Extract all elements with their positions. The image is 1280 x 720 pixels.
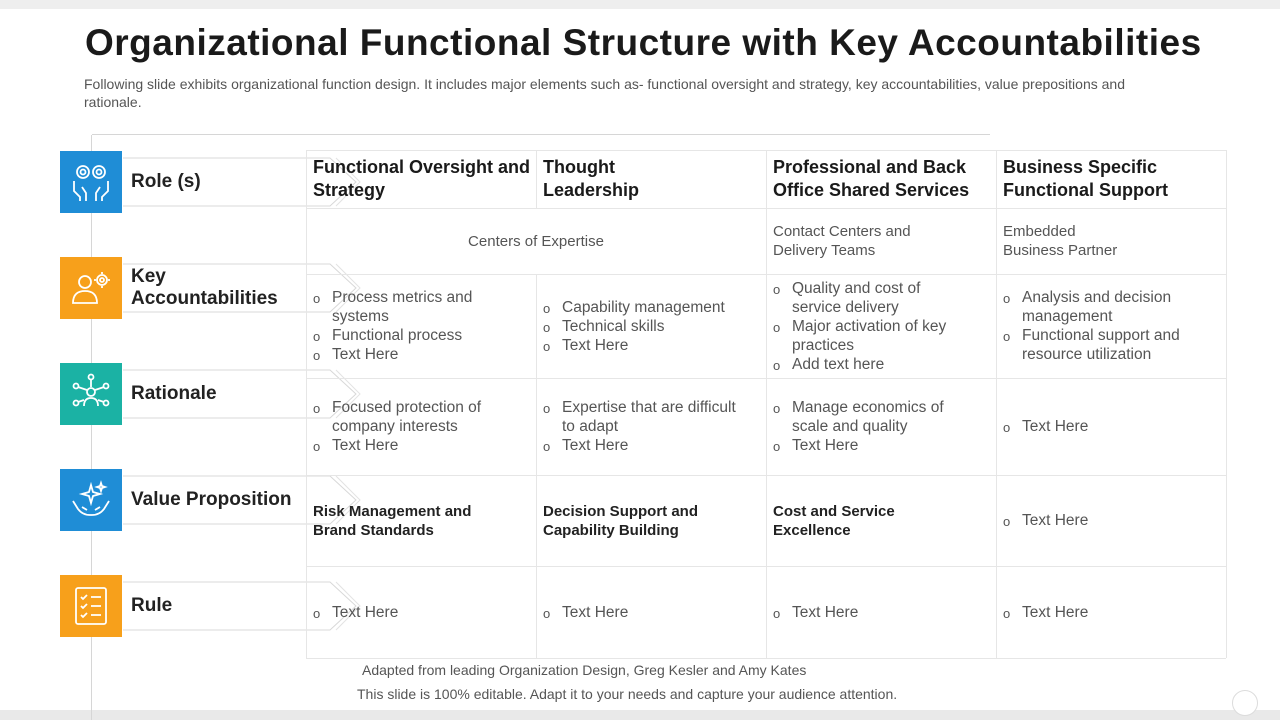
list-item: o Text Here — [543, 436, 748, 455]
sidebar-label: Role (s) — [131, 171, 201, 192]
table-cell — [996, 378, 1226, 475]
column-header: Professional and Back Office Shared Services — [773, 157, 970, 200]
sidebar-label: Key Accountabilities — [131, 266, 278, 309]
list-item: o Text Here — [543, 603, 628, 622]
list-item: o Quality and cost of service delivery — [773, 279, 973, 317]
list-item: o Functional process — [313, 326, 513, 345]
hands-sparkle-icon — [60, 469, 122, 531]
list-item: o Functional support and resource utilization — [1003, 326, 1203, 364]
list-item: o Text Here — [1003, 417, 1088, 436]
list-item: o Text Here — [313, 345, 513, 364]
list-item: o Text Here — [1003, 511, 1088, 530]
table-divider — [1226, 150, 1227, 658]
table-cell — [536, 274, 766, 378]
list-item: o Capability management — [543, 298, 753, 317]
list-item: o Focused protection of company interests — [313, 398, 513, 436]
table-cell — [306, 274, 536, 378]
network-person-icon — [60, 363, 122, 425]
column-header: Thought Leadership — [543, 157, 640, 200]
table-cell: Cost and Service Excellence — [773, 502, 895, 539]
list-item: o Text Here — [773, 603, 858, 622]
sidebar-label: Rule — [131, 595, 173, 616]
list-item: o Text Here — [313, 436, 513, 455]
list-item: o Text Here — [543, 336, 753, 355]
list-item: o Text Here — [773, 436, 973, 455]
list-item: o Add text here — [773, 355, 973, 374]
bottom-band — [0, 710, 1280, 720]
table-divider — [306, 658, 1226, 659]
sidebar-item-rationale — [60, 363, 300, 425]
table-cell — [996, 475, 1226, 566]
source-note: Adapted from leading Organization Design, Greg Kesler and Amy Kates — [362, 662, 807, 678]
list-item: o Text Here — [313, 603, 398, 622]
table-cell: Embedded Business Partner — [1003, 223, 1118, 259]
gears-people-icon — [60, 151, 122, 213]
table-cell — [996, 566, 1226, 658]
column-header: Functional Oversight and Strategy — [313, 157, 531, 200]
person-gear-icon — [60, 257, 122, 319]
checklist-icon — [60, 575, 122, 637]
table-cell: Contact Centers and Delivery Teams — [773, 223, 911, 259]
slide-subtitle: Following slide exhibits organizational function design. It includes major elements such as- functional oversight and strategy, key accountabilities, value prepositions and rationale. — [84, 76, 1125, 110]
header-divider — [92, 134, 990, 135]
table-cell — [996, 274, 1226, 378]
list-item: o Technical skills — [543, 317, 753, 336]
list-item: o Text Here — [1003, 603, 1088, 622]
corner-circle — [1232, 690, 1258, 716]
list-item: o Expertise that are difficult to adapt — [543, 398, 748, 436]
sidebar-label: Rationale — [131, 383, 217, 404]
sidebar-item-rule — [60, 575, 300, 637]
top-band — [0, 0, 1280, 9]
sidebar-label: Value Proposition — [131, 489, 292, 510]
slide-title: Organizational Functional Structure with Key Accountabilities — [85, 22, 1202, 63]
list-item: o Process metrics and systems — [313, 288, 513, 326]
editable-note: This slide is 100% editable. Adapt it to your needs and capture your audience attention. — [357, 686, 898, 702]
table-cell — [766, 378, 996, 475]
column-header: Business Specific Functional Support — [1003, 157, 1168, 200]
sidebar-item-roles — [60, 151, 300, 213]
table-cell: Risk Management and Brand Standards — [313, 502, 472, 539]
table-cell: Decision Support and Capability Building — [543, 502, 699, 539]
table-cell: Centers of Expertise — [468, 232, 604, 250]
list-item: o Major activation of key practices — [773, 317, 973, 355]
table-cell — [766, 274, 996, 378]
table-cell — [536, 378, 766, 475]
table-cell — [536, 566, 766, 658]
list-item: o Manage economics of scale and quality — [773, 398, 973, 436]
sidebar-item-key-accountabilities — [60, 257, 300, 319]
table-cell — [306, 566, 536, 658]
sidebar-item-value-proposition — [60, 469, 300, 531]
table-cell — [766, 566, 996, 658]
table-cell — [306, 378, 536, 475]
list-item: o Analysis and decision management — [1003, 288, 1203, 326]
